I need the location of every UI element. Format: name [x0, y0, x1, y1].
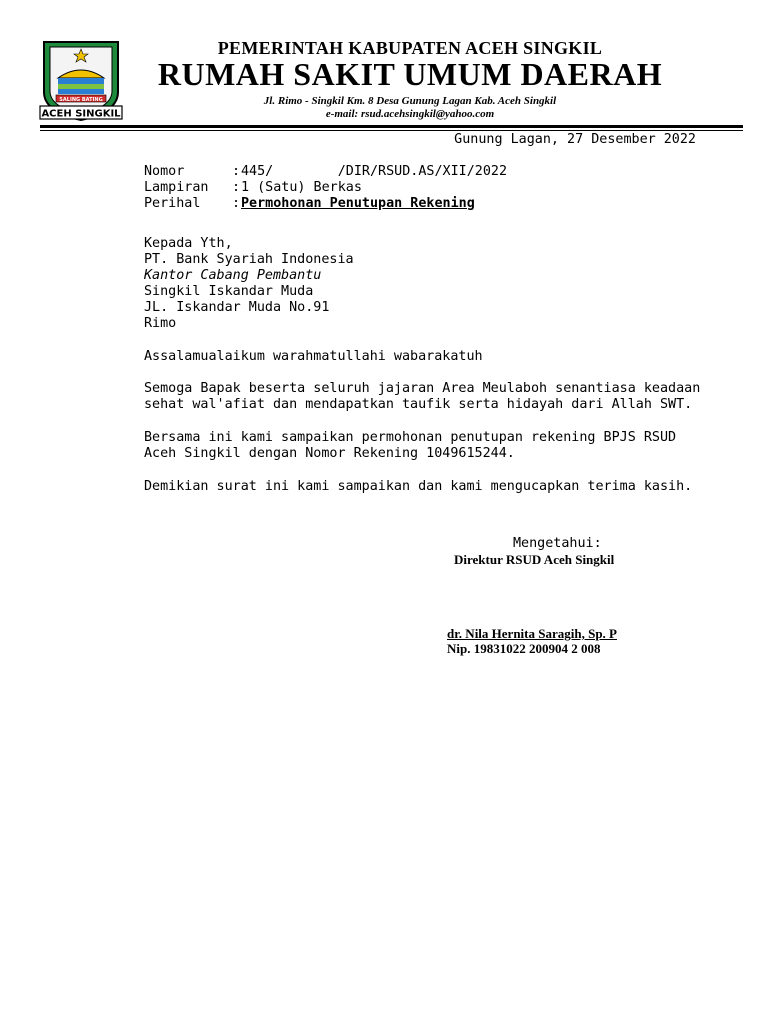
greeting: Assalamualaikum warahmatullahi wabarakatuh: [144, 349, 483, 364]
meta-value-perihal: Permohonan Penutupan Rekening: [241, 196, 475, 211]
recipient-line: JL. Iskandar Muda No.91: [144, 300, 330, 315]
recipient-line: Kepada Yth,: [144, 236, 233, 251]
aceh-singkil-emblem-logo: [36, 36, 126, 124]
hospital-email: e-mail: rsud.acehsingkil@yahoo.com: [325, 108, 495, 120]
place-date: Gunung Lagan, 27 Desember 2022: [454, 132, 696, 147]
hospital-address: Jl. Rimo - Singkil Km. 8 Desa Gunung Lagan Kab. Aceh Singkil: [263, 95, 557, 107]
logo-banner-text: SALING BATING: [59, 97, 103, 103]
meta-label-nomor: Nomor: [144, 164, 185, 179]
meta-value-nomor: 445/ /DIR/RSUD.AS/XII/2022: [241, 164, 508, 179]
signatory-name: dr. Nila Hernita Saragih, Sp. P: [447, 626, 617, 641]
hospital-name-heading: RUMAH SAKIT UMUM DAERAH: [157, 56, 663, 92]
logo-caption: ACEH SINGKIL: [41, 108, 121, 120]
recipient-line: Kantor Cabang Pembantu: [144, 268, 322, 283]
body-paragraph: Semoga Bapak beserta seluruh jajaran Area Meulaboh senantiasa keadaan sehat wal'afiat dan mendapatkan taufik serta hidayah dari Allah SWT.: [144, 381, 701, 412]
meta-colon: :: [232, 196, 241, 211]
letterhead-divider-thick: [40, 125, 743, 128]
signature-position: Direktur RSUD Aceh Singkil: [454, 552, 615, 567]
closing-paragraph: Demikian surat ini kami sampaikan dan kami mengucapkan terima kasih.: [144, 479, 693, 494]
signatory-nip: Nip. 19831022 200904 2 008: [447, 641, 601, 656]
meta-colon: :: [232, 180, 241, 195]
meta-label-perihal: Perihal: [144, 196, 201, 211]
recipient-line: Rimo: [144, 316, 177, 331]
meta-colon: :: [232, 164, 241, 179]
recipient-line: PT. Bank Syariah Indonesia: [144, 252, 354, 267]
government-heading: PEMERINTAH KABUPATEN ACEH SINGKIL: [217, 38, 603, 58]
body-paragraph: Bersama ini kami sampaikan permohonan penutupan rekening BPJS RSUD Aceh Singkil dengan Nomor Rekening 1049615244.: [144, 430, 677, 461]
meta-label-lampiran: Lampiran: [144, 180, 209, 195]
letterhead-divider-thin: [40, 130, 743, 131]
recipient-line: Singkil Iskandar Muda: [144, 284, 314, 299]
signature-acknowledge: Mengetahui:: [513, 536, 602, 551]
meta-value-lampiran: 1 (Satu) Berkas: [241, 180, 362, 195]
